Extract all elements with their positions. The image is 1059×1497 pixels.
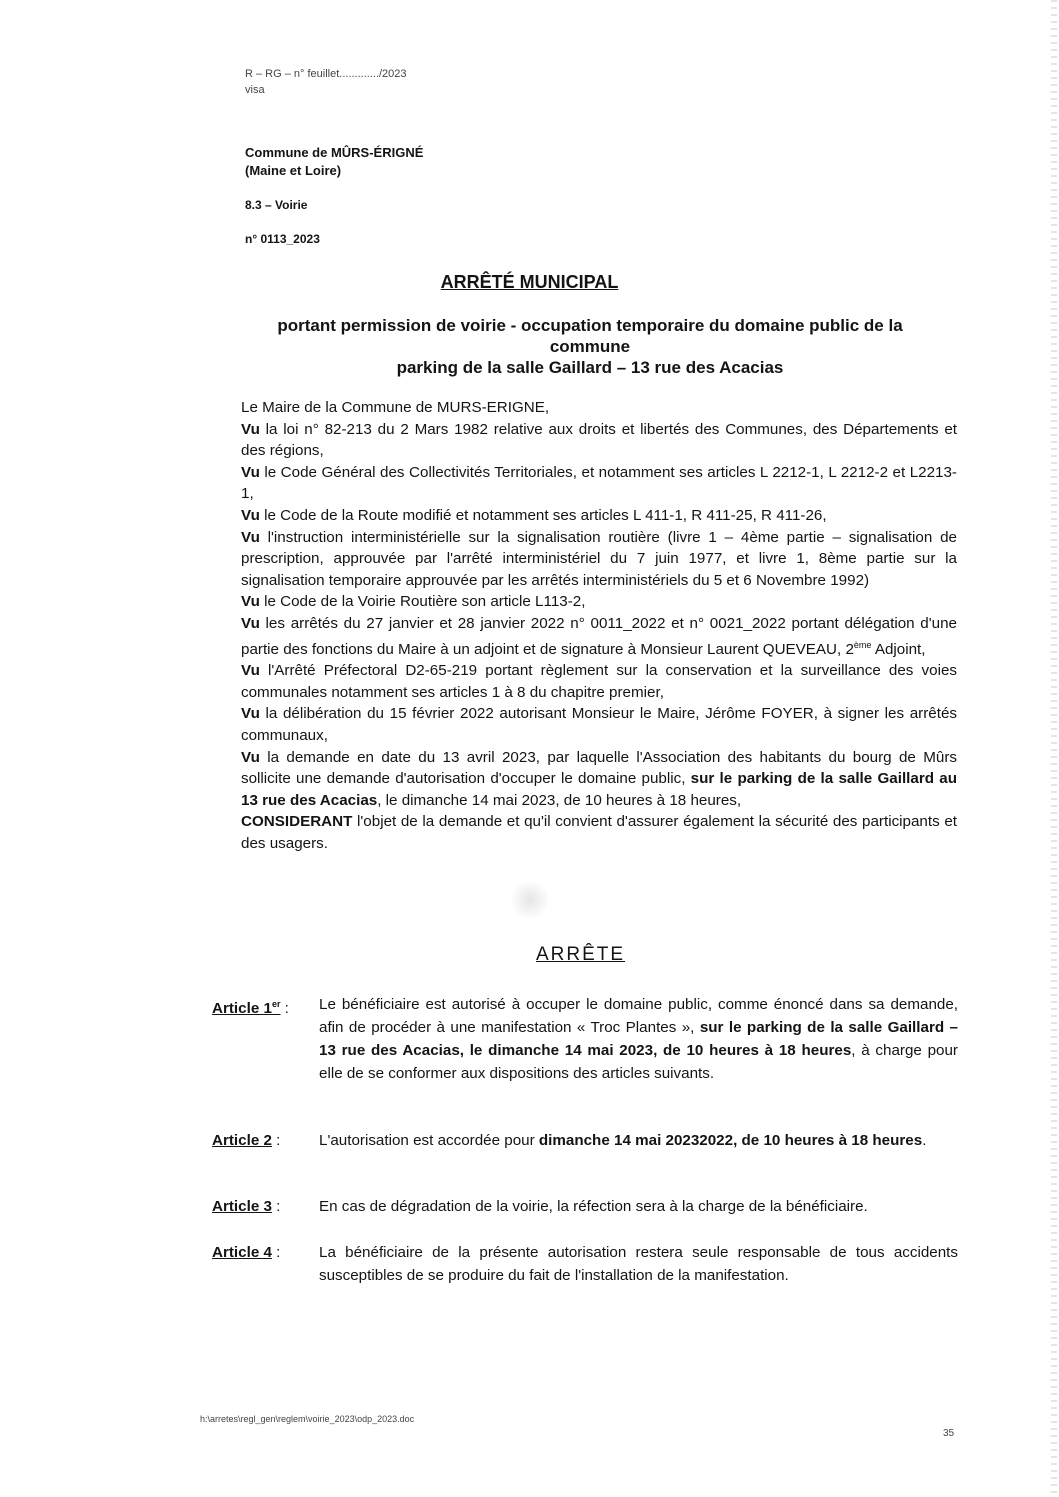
decree-number: n° 0113_2023 xyxy=(245,232,320,246)
preamble-vu-code-route: Vu le Code de la Route modifié et notamment ses articles L 411-1, R 411-25, R 411-26, xyxy=(241,506,827,524)
preamble xyxy=(241,397,957,855)
preamble-vu-code-voirie: Vu le Code de la Voirie Routière son article L113-2, xyxy=(241,593,586,611)
category-label: 8.3 – Voirie xyxy=(245,198,308,212)
article-3-text: En cas de dégradation de la voirie, la réfection sera à la charge de la bénéficiaire. xyxy=(319,1198,868,1215)
preamble-vu-instruction: Vu l'instruction interministérielle sur la signalisation routière (livre 1 – 4ème partie – signalisation de prescription, approuvée par l'arrêté interministériel du 7 juin 1977, et livre 1, 8ème partie sur la signalisation temporaire approuvée par les arrêtés interministériels du 5 et 6 Novembre 1992) xyxy=(241,528,957,589)
article-4: Article 4 : La bénéficiaire de la présente autorisation restera seule responsable de tous accidents susceptibles de se produire du fait de l'installation de la manifestation. xyxy=(212,1241,958,1287)
page-number: 35 xyxy=(943,1428,955,1439)
department-name: (Maine et Loire) xyxy=(245,163,342,178)
preamble-vu-cgct: Vu le Code Général des Collectivités Territoriales, et notamment ses articles L 2212-1, L 2212-2 et L2213-1, xyxy=(241,463,957,503)
document-subtitle xyxy=(240,315,940,378)
file-path-footer: h:\arretes\regl_gen\reglem\voirie_2023\odp_2023.doc xyxy=(200,1414,415,1424)
subtitle-line-2: parking de la salle Gaillard – 13 rue des Acacias xyxy=(396,358,784,377)
article-4-text: La bénéficiaire de la présente autorisation restera seule responsable de tous accidents susceptibles de se produire du fait de l'installation de la manifestation. xyxy=(319,1244,958,1284)
article-2-label: Article 2 xyxy=(212,1132,272,1149)
preamble-considerant: CONSIDERANT l'objet de la demande et qu'il convient d'assurer également la sécurité des participants et des usagers. xyxy=(241,813,957,852)
preamble-vu-arretes-delegation: Vu les arrêtés du 27 janvier et 28 janvier 2022 n° 0011_2022 et n° 0021_2022 portant délégation d'une partie des fonctions du Maire à un adjoint et de signature à Monsieur Laurent QUEVEAU, 2ème Adjoint, xyxy=(241,614,957,658)
preamble-mayor: Le Maire de la Commune de MURS-ERIGNE, xyxy=(241,399,550,416)
article-4-label: Article 4 xyxy=(212,1244,272,1261)
subtitle-line-1: portant permission de voirie - occupation temporaire du domaine public de la commune xyxy=(277,316,903,356)
article-1-text: Le bénéficiaire est autorisé à occuper le domaine public, comme énoncé dans sa demande, afin de procéder à une manifestation « Troc Plantes », sur le parking de la salle Gaillard – 13 rue des Acacias, le dimanche 14 mai 2023, de 10 heures à 18 heures, à charge pour elle de se conformer aux dispositions des articles suivants. xyxy=(319,996,958,1082)
preamble-vu-law: Vu la loi n° 82-213 du 2 Mars 1982 relative aux droits et libertés des Communes, des Départements et des régions, xyxy=(241,420,957,460)
article-3: Article 3 : En cas de dégradation de la voirie, la réfection sera à la charge de la bénéficiaire. xyxy=(212,1195,958,1218)
preamble-vu-deliberation: Vu la délibération du 15 février 2022 autorisant Monsieur le Maire, Jérôme FOYER, à signer les arrêtés communaux, xyxy=(241,705,957,744)
visa-label: visa xyxy=(245,84,265,96)
arrete-heading: ARRÊTE xyxy=(536,944,626,965)
article-1-label: Article 1er xyxy=(212,999,281,1018)
scan-edge-artifact xyxy=(1051,0,1057,1497)
reference-line: R – RG – n° feuillet............./2023 xyxy=(245,68,407,80)
preamble-vu-demande: Vu la demande en date du 13 avril 2023, par laquelle l'Association des habitants du bourg de Mûrs sollicite une demande d'autorisation d'occuper le domaine public, sur le parking de la salle Gaillard au 13 rue des Acacias, le dimanche 14 mai 2023, de 10 heures à 18 heures, xyxy=(241,748,957,809)
commune-name: Commune de MÛRS-ÉRIGNÉ xyxy=(245,145,424,160)
scan-stain xyxy=(510,880,550,920)
document-title: ARRÊTÉ MUNICIPAL xyxy=(440,272,619,292)
preamble-vu-arrete-prefectoral: Vu l'Arrêté Préfectoral D2-65-219 portant règlement sur la conservation et la surveillance des voies communales notamment ses articles 1 à 8 du chapitre premier, xyxy=(241,662,957,701)
article-2-text: L'autorisation est accordée pour dimanche 14 mai 20232022, de 10 heures à 18 heures. xyxy=(319,1132,927,1149)
article-2: Article 2 : L'autorisation est accordée pour dimanche 14 mai 20232022, de 10 heures à 18 heures. xyxy=(212,1129,958,1152)
article-3-label: Article 3 xyxy=(212,1198,272,1215)
article-1: Article 1er : Le bénéficiaire est autorisé à occuper le domaine public, comme énoncé dans sa demande, afin de procéder à une manifestation « Troc Plantes », sur le parking de la salle Gaillard – 13 rue des Acacias, le dimanche 14 mai 2023, de 10 heures à 18 heures, à charge pour elle de se conformer aux dispositions des articles suivants. xyxy=(212,993,958,1085)
